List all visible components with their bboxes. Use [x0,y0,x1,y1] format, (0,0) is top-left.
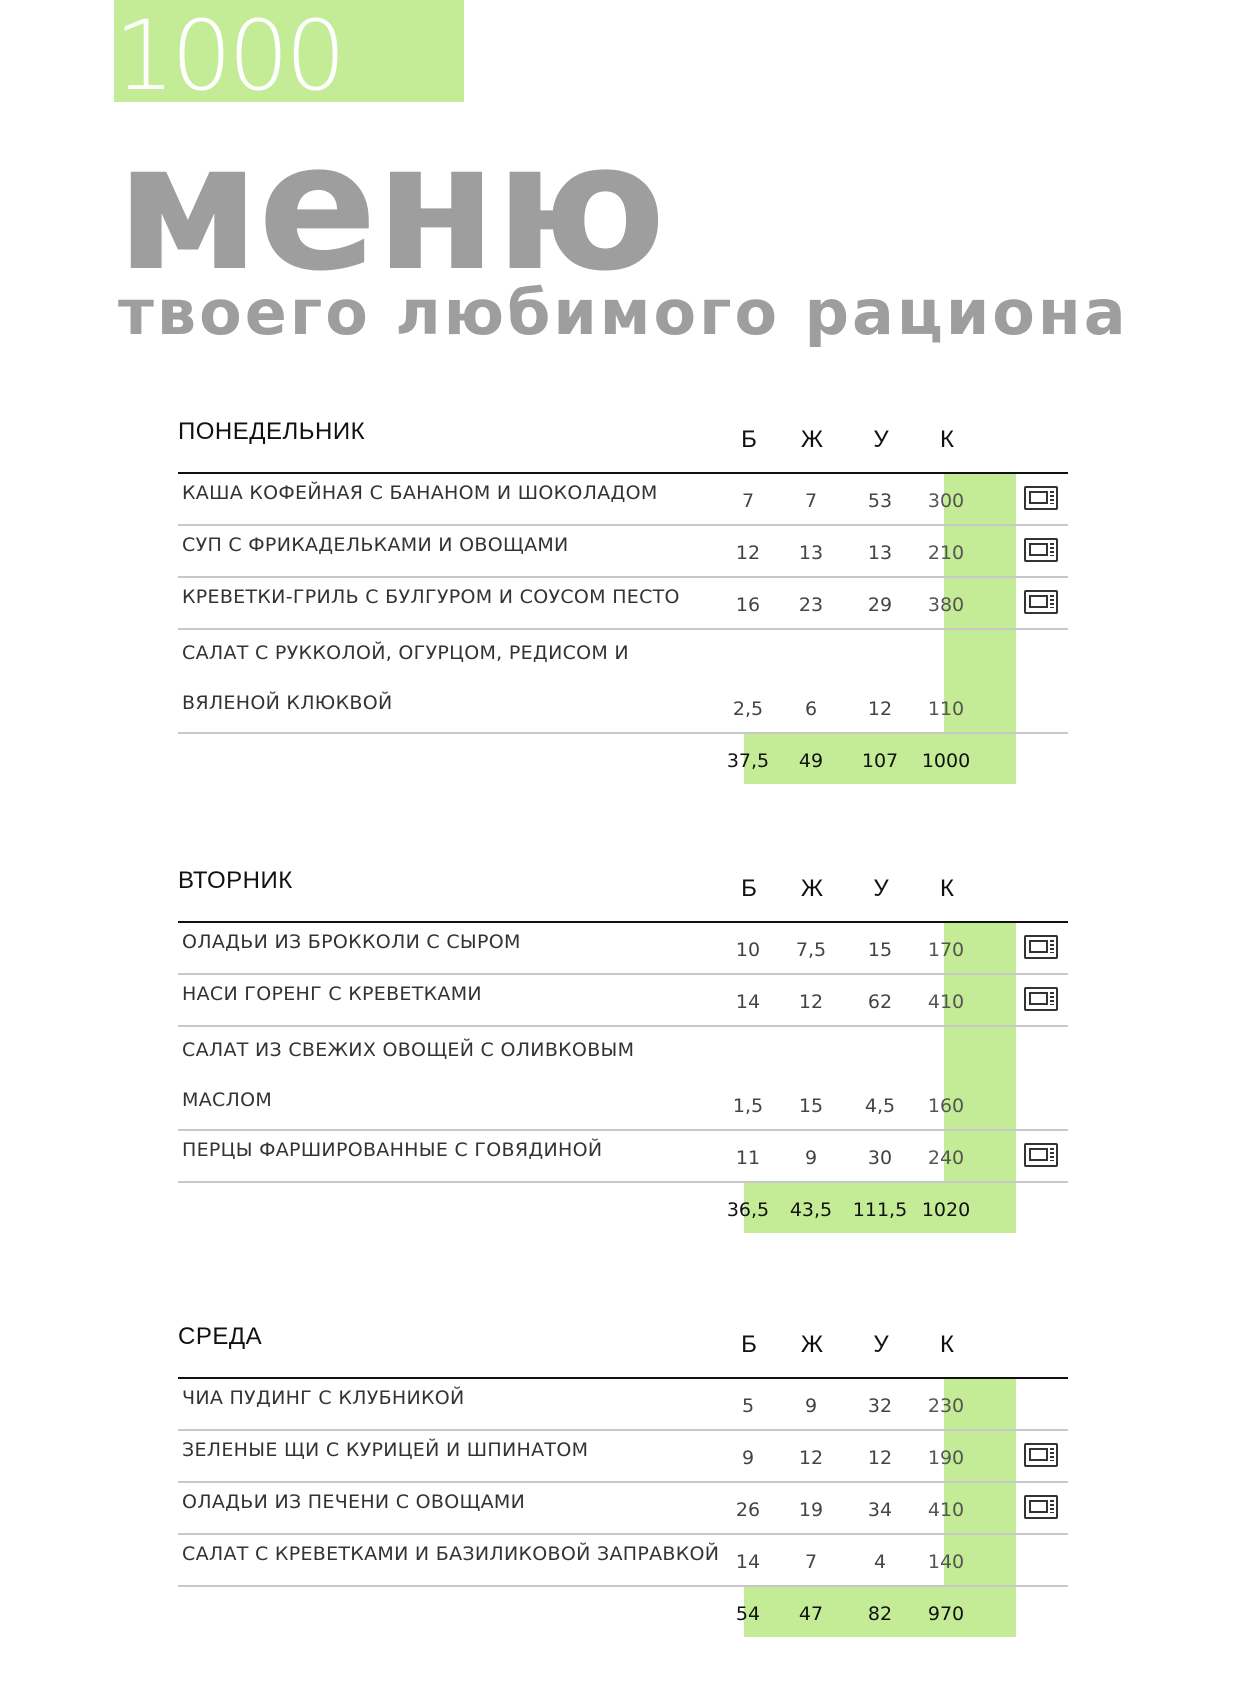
column-header: Ж [800,1331,824,1358]
total-value-z: 49 [798,750,824,772]
nutrient-value-b: 7 [741,490,755,512]
microwave-door [1029,940,1048,953]
meal-name-line: САЛАТ ИЗ СВЕЖИХ ОВОЩЕЙ С ОЛИВКОВЫМ [182,1039,635,1061]
day-name: ПОНЕДЕЛЬНИК [178,418,366,445]
nutrient-value-z: 13 [798,542,824,564]
microwave-controls [1050,992,1054,1005]
meal-name: ОЛАДЬИ ИЗ БРОККОЛИ С СЫРОМ [182,931,521,953]
microwave-door [1029,595,1048,608]
nutrient-value-b: 11 [735,1147,761,1169]
column-header: Б [741,426,757,453]
nutrient-value-b: 14 [735,991,761,1013]
meal-row [178,474,1068,526]
total-value-u: 111,5 [852,1199,908,1221]
meal-name: СУП С ФРИКАДЕЛЬКАМИ И ОВОЩАМИ [182,534,569,556]
nutrient-value-b: 12 [735,542,761,564]
nutrient-value-u: 4,5 [864,1095,896,1117]
nutrient-value-b: 2,5 [732,698,764,720]
microwave-door [1029,543,1048,556]
column-header: К [940,1331,954,1358]
nutrient-value-k: 160 [927,1095,965,1117]
nutrient-value-k: 110 [927,698,965,720]
microwave-door [1029,992,1048,1005]
microwave-controls [1050,1148,1054,1161]
nutrient-value-k: 300 [927,490,965,512]
meal-row [178,1431,1068,1483]
meal-name: САЛАТ С КРЕВЕТКАМИ И БАЗИЛИКОВОЙ ЗАПРАВКОЙ [182,1543,720,1565]
meal-name: КАША КОФЕЙНАЯ С БАНАНОМ И ШОКОЛАДОМ [182,482,658,504]
meal-name-line: МАСЛОМ [182,1089,273,1111]
nutrient-value-k: 140 [927,1551,965,1573]
meal-name: ПЕРЦЫ ФАРШИРОВАННЫЕ С ГОВЯДИНОЙ [182,1139,603,1161]
microwave-door [1029,1500,1048,1513]
nutrient-value-z: 6 [804,698,818,720]
nutrient-value-b: 26 [735,1499,761,1521]
microwave-icon [1024,1143,1058,1167]
totals-row [178,1183,1068,1233]
nutrient-value-k: 210 [927,542,965,564]
nutrient-value-z: 9 [804,1395,818,1417]
nutrient-value-z: 7 [804,490,818,512]
column-header: Б [741,1331,757,1358]
meal-name-line: ВЯЛЕНОЙ КЛЮКВОЙ [182,692,393,714]
column-header: Ж [800,875,824,902]
microwave-icon [1024,538,1058,562]
nutrient-value-u: 12 [867,698,893,720]
total-value-u: 82 [867,1603,893,1625]
nutrient-value-z: 7,5 [795,939,827,961]
meal-row [178,923,1068,975]
meal-name: ЧИА ПУДИНГ С КЛУБНИКОЙ [182,1387,465,1409]
nutrient-value-u: 62 [867,991,893,1013]
nutrient-value-z: 19 [798,1499,824,1521]
microwave-controls [1050,491,1054,504]
badge-number: 1000 [114,0,343,112]
day-name: СРЕДА [178,1323,263,1350]
nutrient-value-b: 14 [735,1551,761,1573]
meal-row [178,1131,1068,1183]
nutrient-value-k: 230 [927,1395,965,1417]
nutrient-value-u: 13 [867,542,893,564]
page-subtitle: твоего любимого рациона [118,276,1129,349]
nutrient-value-b: 10 [735,939,761,961]
day-header [178,1313,1068,1379]
meal-name [182,628,742,728]
nutrient-value-k: 170 [927,939,965,961]
day-name: ВТОРНИК [178,867,293,894]
day-table [178,857,1068,1233]
column-header: У [873,875,889,902]
meal-name-line: САЛАТ С РУККОЛОЙ, ОГУРЦОМ, РЕДИСОМ И [182,642,629,664]
totals-row [178,1587,1068,1637]
microwave-controls [1050,1448,1054,1461]
day-table [178,1313,1068,1637]
microwave-icon [1024,590,1058,614]
day-table [178,408,1068,784]
nutrient-value-z: 12 [798,1447,824,1469]
column-header: К [940,875,954,902]
total-value-k: 1000 [921,750,971,772]
nutrient-value-k: 410 [927,1499,965,1521]
microwave-door [1029,491,1048,504]
nutrient-value-b: 16 [735,594,761,616]
meal-name: НАСИ ГОРЕНГ С КРЕВЕТКАМИ [182,983,482,1005]
calorie-badge [114,0,464,112]
total-value-u: 107 [861,750,899,772]
meal-row [178,578,1068,630]
microwave-icon [1024,987,1058,1011]
total-value-b: 37,5 [726,750,770,772]
nutrient-value-u: 34 [867,1499,893,1521]
nutrient-value-u: 15 [867,939,893,961]
total-value-k: 970 [927,1603,965,1625]
column-header: Ж [800,426,824,453]
microwave-door [1029,1148,1048,1161]
nutrient-value-k: 240 [927,1147,965,1169]
nutrient-value-z: 9 [804,1147,818,1169]
totals-row [178,734,1068,784]
nutrient-value-z: 7 [804,1551,818,1573]
nutrient-value-z: 23 [798,594,824,616]
nutrient-value-u: 4 [873,1551,887,1573]
microwave-door [1029,1448,1048,1461]
microwave-icon [1024,486,1058,510]
meal-name [182,1025,742,1125]
meal-row [178,1535,1068,1587]
total-value-k: 1020 [921,1199,971,1221]
nutrient-value-b: 5 [741,1395,755,1417]
column-header: У [873,1331,889,1358]
total-value-z: 43,5 [789,1199,833,1221]
microwave-icon [1024,1495,1058,1519]
microwave-controls [1050,940,1054,953]
column-header: У [873,426,889,453]
nutrient-value-u: 53 [867,490,893,512]
page-title: меню [116,105,664,310]
total-value-b: 54 [735,1603,761,1625]
nutrient-value-z: 15 [798,1095,824,1117]
nutrient-value-u: 32 [867,1395,893,1417]
nutrient-value-z: 12 [798,991,824,1013]
meal-row [178,526,1068,578]
meal-row [178,630,1068,734]
total-value-z: 47 [798,1603,824,1625]
microwave-icon [1024,1443,1058,1467]
column-header: К [940,426,954,453]
nutrient-value-u: 30 [867,1147,893,1169]
microwave-controls [1050,543,1054,556]
microwave-controls [1050,595,1054,608]
nutrient-value-u: 29 [867,594,893,616]
day-header [178,857,1068,923]
nutrient-value-u: 12 [867,1447,893,1469]
nutrient-value-k: 410 [927,991,965,1013]
nutrient-value-b: 9 [741,1447,755,1469]
microwave-icon [1024,935,1058,959]
meal-name: ОЛАДЬИ ИЗ ПЕЧЕНИ С ОВОЩАМИ [182,1491,526,1513]
nutrient-value-k: 190 [927,1447,965,1469]
meal-row [178,1027,1068,1131]
meal-name: КРЕВЕТКИ-ГРИЛЬ С БУЛГУРОМ И СОУСОМ ПЕСТО [182,586,680,608]
total-value-b: 36,5 [726,1199,770,1221]
microwave-controls [1050,1500,1054,1513]
column-header: Б [741,875,757,902]
meal-row [178,1379,1068,1431]
meal-row [178,1483,1068,1535]
meal-row [178,975,1068,1027]
meal-name: ЗЕЛЕНЫЕ ЩИ С КУРИЦЕЙ И ШПИНАТОМ [182,1439,589,1461]
day-header [178,408,1068,474]
nutrient-value-b: 1,5 [732,1095,764,1117]
nutrient-value-k: 380 [927,594,965,616]
